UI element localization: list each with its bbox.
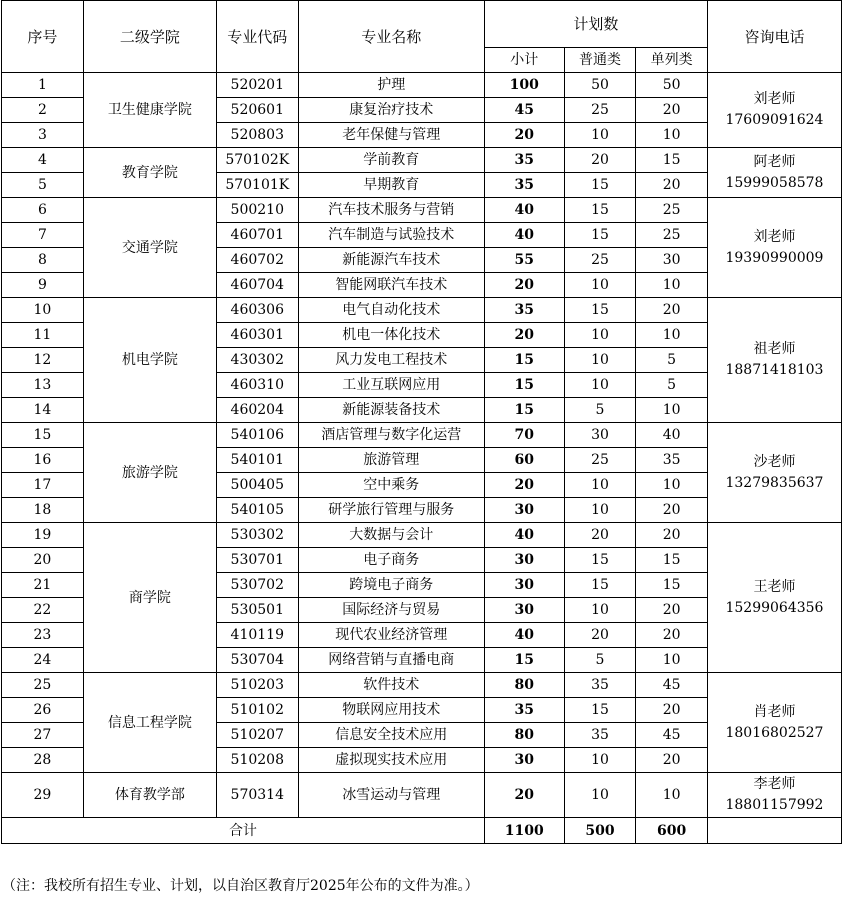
major-name-cell: 新能源汽车技术 [298,248,484,273]
subtotal-cell: 55 [484,248,564,273]
subtotal-cell: 35 [484,148,564,173]
code-cell: 410119 [216,623,298,648]
subtotal-cell: 35 [484,173,564,198]
general-cell: 10 [564,473,636,498]
general-cell: 35 [564,723,636,748]
code-cell: 530302 [216,523,298,548]
subtotal-cell: 100 [484,73,564,98]
major-name-cell: 信息安全技术应用 [298,723,484,748]
subtotal-cell: 30 [484,748,564,773]
subtotal-cell: 15 [484,398,564,423]
major-name-cell: 现代农业经济管理 [298,623,484,648]
general-cell: 10 [564,773,636,818]
general-cell: 15 [564,298,636,323]
code-cell: 510203 [216,673,298,698]
total-phone-empty [707,818,841,844]
college-cell: 教育学院 [83,148,216,198]
header-code: 专业代码 [216,1,298,73]
college-cell: 商学院 [83,523,216,673]
seq-cell: 27 [2,723,84,748]
contact-name: 沙老师 [753,453,796,470]
separate-cell: 20 [636,298,708,323]
code-cell: 510207 [216,723,298,748]
contact-cell [707,423,841,523]
separate-cell: 20 [636,598,708,623]
subtotal-cell: 15 [484,373,564,398]
seq-cell: 5 [2,173,84,198]
table-row [2,298,842,323]
separate-cell: 45 [636,723,708,748]
separate-cell: 10 [636,398,708,423]
separate-cell: 15 [636,548,708,573]
major-name-cell: 空中乘务 [298,473,484,498]
contact-cell [707,298,841,423]
general-cell: 10 [564,348,636,373]
table-row [2,673,842,698]
header-seq: 序号 [2,1,84,73]
code-cell: 530701 [216,548,298,573]
separate-cell: 10 [636,473,708,498]
seq-cell: 4 [2,148,84,173]
total-label: 合计 [2,818,485,844]
seq-cell: 19 [2,523,84,548]
seq-cell: 23 [2,623,84,648]
separate-cell: 20 [636,698,708,723]
general-cell: 15 [564,573,636,598]
seq-cell: 18 [2,498,84,523]
header-subtotal: 小计 [484,48,564,73]
total-row [2,818,842,844]
header-major-name: 专业名称 [298,1,484,73]
major-name-cell: 电子商务 [298,548,484,573]
general-cell: 25 [564,98,636,123]
major-name-cell: 网络营销与直播电商 [298,648,484,673]
separate-cell: 10 [636,273,708,298]
seq-cell: 2 [2,98,84,123]
code-cell: 540101 [216,448,298,473]
contact-name: 肖老师 [753,703,796,720]
separate-cell: 5 [636,348,708,373]
separate-cell: 5 [636,373,708,398]
general-cell: 15 [564,198,636,223]
contact-name: 刘老师 [753,228,796,245]
major-name-cell: 汽车技术服务与营销 [298,198,484,223]
seq-cell: 9 [2,273,84,298]
general-cell: 10 [564,598,636,623]
seq-cell: 16 [2,448,84,473]
separate-cell: 20 [636,523,708,548]
general-cell: 10 [564,323,636,348]
total-subtotal: 1100 [484,818,564,844]
header-plan: 计划数 [484,1,707,48]
seq-cell: 3 [2,123,84,148]
code-cell: 530704 [216,648,298,673]
seq-cell: 20 [2,548,84,573]
separate-cell: 10 [636,773,708,818]
separate-cell: 50 [636,73,708,98]
contact-phone: 18871418103 [725,362,824,378]
major-name-cell: 康复治疗技术 [298,98,484,123]
subtotal-cell: 20 [484,323,564,348]
separate-cell: 10 [636,648,708,673]
separate-cell: 25 [636,198,708,223]
total-general: 500 [564,818,636,844]
header-college: 二级学院 [83,1,216,73]
major-name-cell: 老年保健与管理 [298,123,484,148]
seq-cell: 6 [2,198,84,223]
major-name-cell: 机电一体化技术 [298,323,484,348]
subtotal-cell: 30 [484,598,564,623]
header-general: 普通类 [564,48,636,73]
separate-cell: 20 [636,173,708,198]
table-body [2,73,842,818]
separate-cell: 20 [636,98,708,123]
subtotal-cell: 30 [484,573,564,598]
general-cell: 20 [564,523,636,548]
seq-cell: 24 [2,648,84,673]
code-cell: 540105 [216,498,298,523]
general-cell: 10 [564,273,636,298]
general-cell: 15 [564,173,636,198]
separate-cell: 20 [636,748,708,773]
seq-cell: 15 [2,423,84,448]
subtotal-cell: 20 [484,123,564,148]
subtotal-cell: 20 [484,773,564,818]
contact-phone: 15299064356 [725,599,824,616]
code-cell: 460701 [216,223,298,248]
general-cell: 50 [564,73,636,98]
separate-cell: 15 [636,148,708,173]
contact-name: 阿老师 [753,153,796,170]
major-name-cell: 工业互联网应用 [298,373,484,398]
major-name-cell: 物联网应用技术 [298,698,484,723]
total-separate: 600 [636,818,708,844]
general-cell: 20 [564,148,636,173]
general-cell: 5 [564,398,636,423]
college-cell: 旅游学院 [83,423,216,523]
separate-cell: 40 [636,423,708,448]
code-cell: 530501 [216,598,298,623]
subtotal-cell: 40 [484,523,564,548]
header-separate: 单列类 [636,48,708,73]
separate-cell: 10 [636,123,708,148]
contact-phone: 19390990009 [725,249,824,266]
code-cell: 570101K [216,173,298,198]
table-row [2,148,842,173]
separate-cell: 10 [636,323,708,348]
code-cell: 520201 [216,73,298,98]
contact-name: 刘老师 [753,91,796,107]
code-cell: 520601 [216,98,298,123]
table-row [2,198,842,223]
subtotal-cell: 30 [484,498,564,523]
contact-name: 王老师 [753,578,796,595]
footnote: （注：我校所有招生专业、计划，以自治区教育厅2025年公布的文件为准。） [2,878,479,894]
contact-cell [707,73,841,148]
contact-phone: 13279835637 [725,474,824,491]
major-name-cell: 护理 [298,73,484,98]
contact-phone: 17609091624 [725,112,824,128]
general-cell: 15 [564,223,636,248]
enrollment-plan-table [1,0,842,844]
table-row [2,423,842,448]
seq-cell: 12 [2,348,84,373]
separate-cell: 20 [636,623,708,648]
code-cell: 520803 [216,123,298,148]
major-name-cell: 研学旅行管理与服务 [298,498,484,523]
separate-cell: 35 [636,448,708,473]
major-name-cell: 早期教育 [298,173,484,198]
code-cell: 510102 [216,698,298,723]
major-name-cell: 电气自动化技术 [298,298,484,323]
general-cell: 25 [564,248,636,273]
contact-phone: 18016802527 [725,724,824,741]
general-cell: 30 [564,423,636,448]
college-cell: 卫生健康学院 [83,73,216,148]
seq-cell: 14 [2,398,84,423]
code-cell: 500405 [216,473,298,498]
general-cell: 5 [564,648,636,673]
major-name-cell: 风力发电工程技术 [298,348,484,373]
general-cell: 20 [564,623,636,648]
subtotal-cell: 20 [484,473,564,498]
code-cell: 460702 [216,248,298,273]
general-cell: 15 [564,698,636,723]
college-cell: 体育教学部 [83,773,216,818]
separate-cell: 30 [636,248,708,273]
seq-cell: 21 [2,573,84,598]
subtotal-cell: 80 [484,723,564,748]
code-cell: 570314 [216,773,298,818]
seq-cell: 10 [2,298,84,323]
code-cell: 530702 [216,573,298,598]
seq-cell: 8 [2,248,84,273]
seq-cell: 25 [2,673,84,698]
code-cell: 460306 [216,298,298,323]
college-cell: 交通学院 [83,198,216,298]
code-cell: 430302 [216,348,298,373]
general-cell: 10 [564,748,636,773]
contact-cell [707,523,841,673]
major-name-cell: 虚拟现实技术应用 [298,748,484,773]
code-cell: 460310 [216,373,298,398]
general-cell: 10 [564,373,636,398]
separate-cell: 25 [636,223,708,248]
major-name-cell: 学前教育 [298,148,484,173]
subtotal-cell: 40 [484,198,564,223]
separate-cell: 45 [636,673,708,698]
seq-cell: 29 [2,773,84,818]
code-cell: 570102K [216,148,298,173]
college-cell: 机电学院 [83,298,216,423]
college-cell: 信息工程学院 [83,673,216,773]
contact-cell [707,773,841,818]
subtotal-cell: 15 [484,648,564,673]
seq-cell: 28 [2,748,84,773]
major-name-cell: 跨境电子商务 [298,573,484,598]
contact-phone: 15999058578 [725,174,824,191]
general-cell: 10 [564,123,636,148]
contact-name: 李老师 [753,776,796,792]
code-cell: 540106 [216,423,298,448]
subtotal-cell: 45 [484,98,564,123]
code-cell: 460704 [216,273,298,298]
table-row [2,523,842,548]
seq-cell: 13 [2,373,84,398]
contact-cell [707,148,841,198]
major-name-cell: 汽车制造与试验技术 [298,223,484,248]
contact-cell [707,198,841,298]
code-cell: 510208 [216,748,298,773]
major-name-cell: 软件技术 [298,673,484,698]
subtotal-cell: 20 [484,273,564,298]
subtotal-cell: 35 [484,298,564,323]
contact-cell [707,673,841,773]
table-row [2,773,842,818]
table-row [2,73,842,98]
code-cell: 500210 [216,198,298,223]
general-cell: 35 [564,673,636,698]
seq-cell: 11 [2,323,84,348]
subtotal-cell: 60 [484,448,564,473]
major-name-cell: 旅游管理 [298,448,484,473]
major-name-cell: 酒店管理与数字化运营 [298,423,484,448]
major-name-cell: 国际经济与贸易 [298,598,484,623]
major-name-cell: 智能网联汽车技术 [298,273,484,298]
subtotal-cell: 30 [484,548,564,573]
major-name-cell: 大数据与会计 [298,523,484,548]
general-cell: 25 [564,448,636,473]
general-cell: 10 [564,498,636,523]
subtotal-cell: 70 [484,423,564,448]
code-cell: 460301 [216,323,298,348]
separate-cell: 15 [636,573,708,598]
subtotal-cell: 80 [484,673,564,698]
subtotal-cell: 40 [484,223,564,248]
subtotal-cell: 35 [484,698,564,723]
subtotal-cell: 15 [484,348,564,373]
seq-cell: 7 [2,223,84,248]
header-phone: 咨询电话 [707,1,841,73]
general-cell: 15 [564,548,636,573]
contact-phone: 18801157992 [725,797,824,813]
subtotal-cell: 40 [484,623,564,648]
major-name-cell: 新能源装备技术 [298,398,484,423]
seq-cell: 22 [2,598,84,623]
seq-cell: 1 [2,73,84,98]
seq-cell: 26 [2,698,84,723]
code-cell: 460204 [216,398,298,423]
contact-name: 祖老师 [753,341,796,357]
seq-cell: 17 [2,473,84,498]
major-name-cell: 冰雪运动与管理 [298,773,484,818]
separate-cell: 20 [636,498,708,523]
